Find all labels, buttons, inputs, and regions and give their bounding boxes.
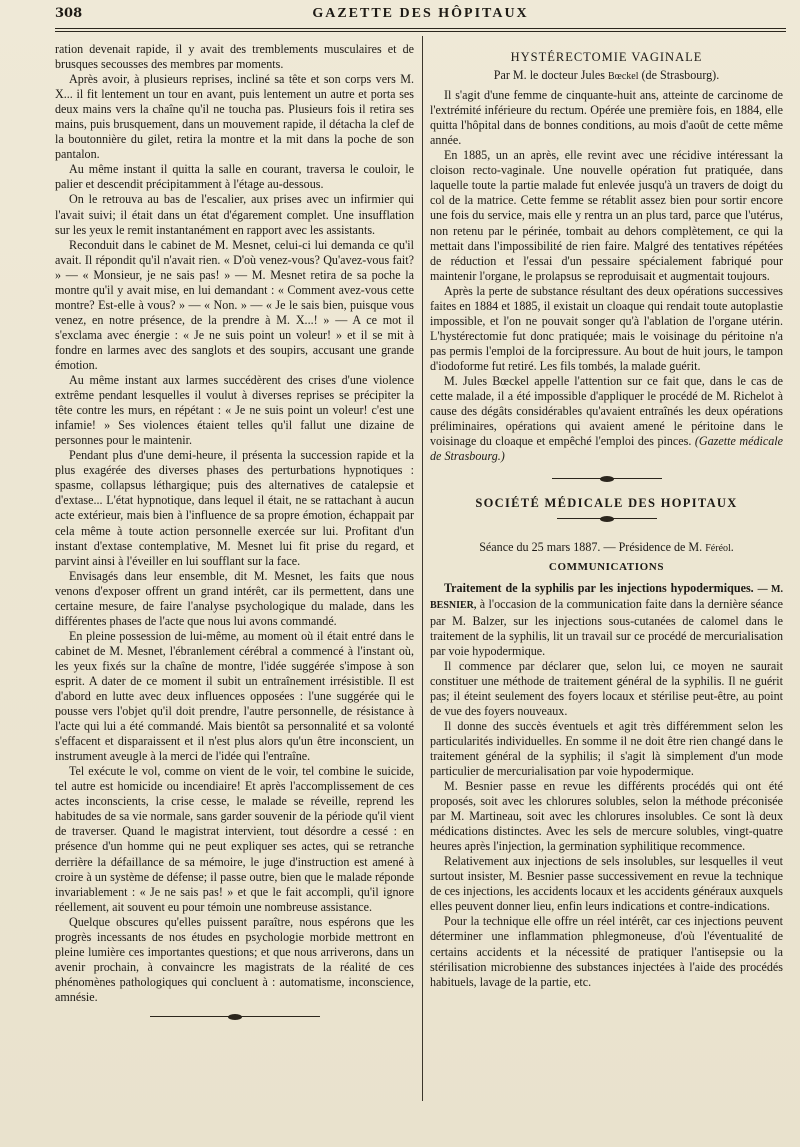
title-underline	[557, 516, 657, 518]
header-rule-double	[55, 31, 786, 32]
paragraph: On le retrouva au bas de l'escalier, aux prises avec un infirmier qui l'avait suivi; il était dans un état d'égarement complet. Une insufflation sur les yeux le remit instantanément en rapport avec les assistants.	[55, 192, 414, 237]
paragraph: ration devenait rapide, il y avait des tremblements musculaires et de brusques secousses des membres par moments.	[55, 42, 414, 72]
paragraph: Relativement aux injections de sels insolubles, sur lesquelles il veut surtout insister, M. Besnier passe successivement en revue la technique de ces injections, les accidents locaux et les accidents généraux auxquels elles peuvent donner lieu, enfin leurs indications et contre-indications.	[430, 854, 783, 914]
paragraph: Au même instant il quitta la salle en courant, traversa le couloir, le palier et descendit précipitamment à l'étage au-dessous.	[55, 162, 414, 192]
paragraph: Il commence par déclarer que, selon lui, ce moyen ne saurait constituer une méthode de traitement général de la syphilis. Il ne guérit pas; il éteint seulement des foyers locaux et stérilise peut-être, au point de vue des foyers nouveaux.	[430, 658, 783, 718]
paragraph: En pleine possession de lui-même, au moment où il était entré dans le cabinet de M. Mesnet, l'ébranlement cérébral a commencé à l'instant où, les yeux fixés sur la chaîne de montre, l'idée suggérée s'impose à son esprit. A dater de ce moment il subit un entraînement irrésistible. Il est d'abord en lutte avec deux influences opposées : l'une suggérée qui le pousse vers l'objet qu'il doit prendre, l'autre personnelle, de résistance à l'acte qui lui a été commandé. Mais bientôt sa personnalité et sa volonté s'effacent et disparaissent et il n'est plus alors qu'un être inconscient, un instrument aveugle à la merci de l'idée qui l'entraîne.	[55, 628, 414, 764]
section-ornament	[150, 1014, 320, 1020]
journal-title: GAZETTE DES HÔPITAUX	[312, 6, 529, 21]
header-rule	[55, 28, 786, 29]
page-header	[55, 6, 786, 24]
paragraph: Envisagés dans leur ensemble, dit M. Mesnet, les faits que nous venons d'exposer offrent un grand intérêt, car ils permettent, dans une certaine mesure, de faire l'analyse psychologique du malade, dans les différentes phases de l'acte que nous lui avons commandé.	[55, 568, 414, 628]
right-column	[430, 50, 783, 990]
paragraph: Pendant plus d'une demi-heure, il présenta la succession rapide et la plus exagérée des diverses phases des perturbations hypnotiques : spasme, collapsus léthargique; puis des alternatives de catalepsie et d'extase... L'état hypnotique, dans lequel il était, ne se rattachant à aucun acte extérieur, mais bien à l'influence de sa propre émotion, échappait par cela même à toute action personnelle exercée sur lui. Profitant d'un instant d'extase contemplative, M. Mesnet lui fit prise du regard, et parvint ainsi à l'éveiller en lui soufflant sur la face.	[55, 448, 414, 568]
session-line: Séance du 25 mars 1887. — Présidence de M. Féréol.	[479, 540, 734, 555]
column-separator	[422, 36, 423, 1101]
lead-title: Traitement de la syphilis par les injections hypodermiques.	[444, 581, 754, 596]
lead-author: — M. BESNIER,	[430, 584, 783, 612]
section-ornament	[552, 476, 662, 482]
left-column	[55, 42, 414, 1020]
lead-text: à l'occasion de la communication faite dans la dernière séance par M. Balzer, sur les injections sous-cutanées de calomel dans le traitement de la syphilis, lit un travail sur ce procédé de mercurialisation par voie hypodermique.	[430, 597, 783, 658]
byline-suffix: (de Strasbourg).	[641, 68, 720, 83]
article-byline	[430, 68, 783, 84]
session-prefix: Séance du 25 mars 1887. — Présidence de M.	[479, 540, 703, 555]
paragraph: En 1885, un an après, elle revint avec une récidive intéressant la cloison recto-vaginale. Une nouvelle opération fut pratiquée, dans laquelle toute la partie malade fut enlevée jusqu'à un travers de doigt du col de la matrice. Cette femme se rétablit assez bien pour sortir encore une fois du service, mais elle y rentra un an plus tard, parce que l'utérus, non retenu par le périnée, tombait au dehors complètement, ce qui la mettait dans l'impossibilité de rien faire. Malgré des tentatives répétées de réduction et l'essai d'un pessaire spécialement fabriqué pour maintenir l'organe, le prolapsus se reproduisait et augmentait toujours.	[430, 148, 783, 283]
byline-author: Bœckel	[607, 71, 639, 83]
paragraph: M. Besnier passe en revue les différents procédés qui ont été proposés, soit avec les chlorures solubles, selon la méthode préconisée par M. Martineau, soit avec les chlorures insolubles. Ce sont là deux médications distinctes. Avec les sels de mercure solubles, vingt-quatre heures après l'injection, la germination syphilitique recommence.	[430, 779, 783, 854]
paragraph: Quelque obscures qu'elles puissent paraître, nous espérons que les progrès incessants de nos études en psychologie morbide mettront en pleine lumière ces importantes questions; et que nous arriverons, dans un avenir prochain, à convaincre les magistrats de la réalité de ces phénomènes pathologiques qui concluent à : automatisme, inconscience, amnésie.	[55, 914, 414, 1004]
society-title: SOCIÉTÉ MÉDICALE DES HOPITAUX	[475, 496, 738, 511]
paragraph: Il donne des succès éventuels et agit très différemment selon les particularités individuelles. En somme il ne doit être rien changé dans le traitement général de la syphilis; il s'agit là simplement d'un mode particulier de mercurialisation par voie hypodermique.	[430, 718, 783, 778]
paragraph	[430, 374, 783, 464]
paragraph: Après la perte de substance résultant des deux opérations successives faites en 1884 et 1885, il existait un cloaque qui rendait toute autoplastie impossible, et l'on ne pouvait songer qu'à l'ablation de l'organe utérin. L'hystérectomie fut donc pratiquée; mais le voisinage du péritoine n'a pas permis l'emploi de la forcipressure. Au bout de huit jours, le tampon d'iodoforme fut retiré. Les fils tombés, la malade guérit.	[430, 283, 783, 373]
paragraph: Reconduit dans le cabinet de M. Mesnet, celui-ci lui demanda ce qu'il avait. Il répondit qu'il n'avait rien. « D'où venez-vous? Qu'avez-vous fait? » — « Monsieur, je ne sais pas! » — M. Mesnet retira de sa poche la montre qu'il y avait mise, en lui demandant : « Comment avez-vous cette montre? Est-elle à vous? » — « Non. » — « Je le sais bien, puisque vous venez, en notre présence, de la prendre à M. X...! » — A ce mot il s'exclama avec énergie : « Je ne suis point un voleur! » et il se mit à fondre en larmes avec des sanglots et des soupirs, accusant une grande émotion.	[55, 237, 414, 372]
article-title: HYSTÉRECTOMIE VAGINALE	[510, 50, 703, 64]
paragraph: Il s'agit d'une femme de cinquante-huit ans, atteinte de carcinome de l'extrémité inférieure du rectum. Opérée une première fois, en 1884, elle quitta l'hôpital dans de bonnes conditions, au mois d'août de cette même année.	[430, 88, 783, 148]
paragraph-text: M. Jules Bœckel appelle l'attention sur ce fait que, dans le cas de cette malade, il a été impossible d'appliquer le procédé de M. Richelot à cause des dégâts considérables qu'avaient entraînés les deux opérations préliminaires, opérations qui avaient amené le péritoine dans le voisinage du cloaque et empêché l'emploi des pinces.	[430, 373, 783, 449]
paragraph: Au même instant aux larmes succédèrent des crises d'une violence extrême pendant lesquelles il voulut à diverses reprises se précipiter la tête contre les murs, en répétant : « Je ne suis point un voleur! c'est une infamie! » Ses violences étaient telles qu'il fallut une dizaine de personnes pour le maintenir.	[55, 373, 414, 448]
byline-prefix: Par M. le docteur Jules	[493, 68, 605, 83]
paragraph: Tel exécute le vol, comme on vient de le voir, tel combine le suicide, tel autre est homicide ou incendiaire! Et après l'accomplissement de ces actes inconscients, la crise cesse, le malade se réveille, reprend les habitudes de sa vie normale, sans garder souvenir de la période qu'il vient de traverser. Quand le magistrat intervient, tout désordre a cessé : en présence d'un homme qui ne peut expliquer ses actes, qui se retranche derrière la défaillance de sa mémoire, le juge d'instruction est amené à croire à un système de défense; il passe outre, bien que le malade réponde invariablement : « Je ne sais pas! » et que le fait accompli, qu'il ignore réellement, ait souvent eu pour témoin une nombreuse assistance.	[55, 764, 414, 914]
session-president: Féréol	[705, 543, 731, 555]
lead-paragraph	[430, 581, 783, 658]
paragraph: Pour la technique elle offre un réel intérêt, car ces injections peuvent déterminer une inflammation phlegmoneuse, d'où l'éventualité de certains accidents et la nécessité de pratiquer l'antisepsie ou la stérilisation microbienne des substances injectées à l'aide des procédés habituels, lavage de la partie, etc.	[430, 914, 783, 989]
paragraph: Après avoir, à plusieurs reprises, incliné sa tête et son corps vers M. X... il fit lentement un tour en avant, puis lentement un autre et porta ses deux mains vers la chaîne qu'il ne toucha pas. Plusieurs fois il retira ses mains, puis brusquement, dans un mouvement rapide, il détacha la clef de la boutonnière du gilet, retira la montre et la mit dans la poche de son pantalon.	[55, 72, 414, 162]
source-citation: (Gazette médicale de Strasbourg.)	[430, 434, 783, 464]
section-heading: COMMUNICATIONS	[548, 561, 665, 574]
page-number: 308	[55, 6, 83, 21]
